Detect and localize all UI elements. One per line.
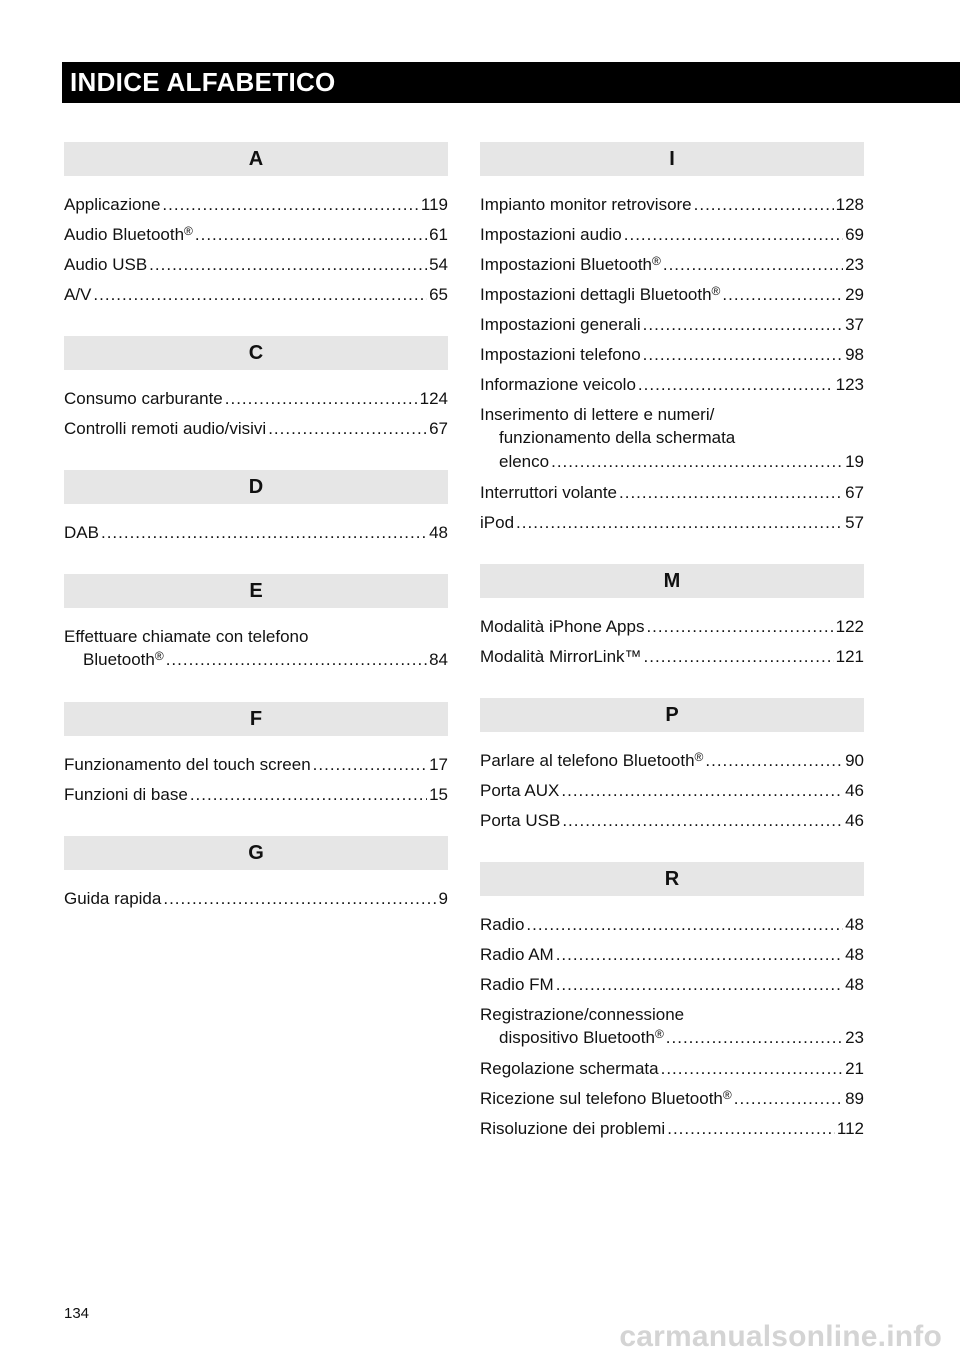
section-letter-heading: M: [480, 564, 864, 598]
entry-term: [480, 750, 703, 772]
index-entry[interactable]: [480, 366, 864, 396]
index-section: [480, 862, 864, 1140]
dot-leader: [619, 482, 843, 504]
index-entry[interactable]: [64, 618, 448, 672]
index-section: [64, 836, 448, 910]
section-letter-heading: C: [64, 336, 448, 370]
dot-leader: [551, 450, 843, 474]
entry-term-text: Radio: [480, 915, 525, 934]
dot-leader: [268, 418, 427, 440]
section-letter-heading: E: [64, 574, 448, 608]
entry-term-line: funzionamento della schermata: [499, 428, 736, 447]
index-entry[interactable]: [480, 742, 864, 772]
entry-page-number: 67: [845, 483, 864, 502]
registered-mark: ®: [711, 284, 721, 298]
entry-page-number: 48: [845, 945, 864, 964]
index-entry[interactable]: [480, 336, 864, 366]
section-letter-heading: G: [64, 836, 448, 870]
entry-term-text: Impostazioni audio: [480, 225, 622, 244]
entry-page-number: 23: [845, 255, 864, 274]
dot-leader: [526, 914, 843, 936]
index-entry[interactable]: [480, 246, 864, 276]
entry-term-line: Registrazione/connessione: [480, 1005, 685, 1024]
entry-term-text: Interruttori volante: [480, 483, 618, 502]
entry-page-number: 19: [845, 452, 864, 471]
index-entry[interactable]: [64, 410, 448, 440]
entry-last-line: [480, 450, 864, 474]
dot-leader: [646, 616, 833, 638]
index-entry[interactable]: [480, 474, 864, 504]
index-entry[interactable]: [480, 306, 864, 336]
entry-page-number: 61: [429, 225, 448, 244]
entry-term: [480, 1118, 665, 1140]
section-letter-heading: F: [64, 702, 448, 736]
section-letter-heading: R: [480, 862, 864, 896]
index-entry[interactable]: [480, 1080, 864, 1110]
entry-term-text: Ricezione sul telefono Bluetooth: [480, 1089, 723, 1108]
entry-page-number: 98: [845, 345, 864, 364]
registered-mark: ®: [654, 1027, 664, 1041]
index-entry[interactable]: [480, 638, 864, 668]
index-entry[interactable]: [480, 186, 864, 216]
dot-leader: [190, 784, 427, 806]
entry-term: [480, 616, 644, 638]
index-entry[interactable]: [480, 276, 864, 306]
entry-term: [480, 646, 642, 668]
dot-leader: [166, 648, 427, 672]
dot-leader: [663, 254, 843, 276]
entry-term-text: Informazione veicolo: [480, 375, 636, 394]
entry-term-text: Porta USB: [480, 811, 561, 830]
entry-page-number: 48: [845, 915, 864, 934]
registered-mark: ®: [184, 224, 193, 238]
entry-page-number: 67: [429, 419, 448, 438]
dot-leader: [734, 1088, 843, 1110]
dot-leader: [638, 374, 834, 396]
index-entry[interactable]: [64, 776, 448, 806]
entry-page-number: 84: [429, 650, 448, 669]
entry-term: [480, 254, 661, 276]
entry-page-number: 57: [845, 513, 864, 532]
index-entry[interactable]: [480, 996, 864, 1050]
index-entry[interactable]: [480, 1050, 864, 1080]
entry-term: [480, 224, 622, 246]
entry-page-number: 124: [419, 389, 448, 408]
dot-leader: [705, 750, 843, 772]
entry-page-number: 37: [845, 315, 864, 334]
entry-page-number: 119: [420, 195, 448, 214]
entry-term: [480, 1058, 659, 1080]
entry-term-text: Audio USB: [64, 255, 148, 274]
dot-leader: [643, 314, 843, 336]
index-entry[interactable]: [64, 746, 448, 776]
entry-page-number: 46: [845, 811, 864, 830]
index-section: [480, 698, 864, 832]
registered-mark: ®: [722, 1088, 732, 1102]
entry-term: [480, 284, 720, 306]
watermark: carmanualsonline.info: [619, 1320, 942, 1353]
entry-page-number: 9: [438, 889, 448, 908]
entry-term-text: dispositivo Bluetooth: [499, 1028, 655, 1047]
dot-leader: [162, 194, 418, 216]
entry-page-number: 29: [845, 285, 864, 304]
entry-term-text: Impostazioni dettagli Bluetooth: [480, 285, 712, 304]
entry-page-number: 54: [429, 255, 448, 274]
index-entry[interactable]: [480, 216, 864, 246]
section-letter-heading: D: [64, 470, 448, 504]
index-column-right: [480, 140, 864, 1140]
entry-page-number: 15: [429, 785, 448, 804]
entry-last-line: [64, 648, 448, 672]
entry-term: [480, 974, 554, 996]
entry-term-text: Modalità MirrorLink™: [480, 647, 642, 666]
entry-term-text: Impostazioni telefono: [480, 345, 641, 364]
index-entry[interactable]: [480, 936, 864, 966]
entry-term: [64, 284, 91, 306]
index-section: [64, 470, 448, 544]
entry-term-text: Funzioni di base: [64, 785, 188, 804]
entry-term: [480, 810, 560, 832]
index-entry[interactable]: [64, 380, 448, 410]
entry-term: [64, 388, 223, 410]
entry-term-text: Radio AM: [480, 945, 554, 964]
entry-page-number: 21: [845, 1059, 864, 1078]
entry-term-text: Applicazione: [64, 195, 161, 214]
dot-leader: [149, 254, 427, 276]
entry-term: [64, 418, 266, 440]
entry-term: [64, 194, 160, 216]
entry-term-text: Impianto monitor retrovisore: [480, 195, 692, 214]
index-section: [480, 142, 864, 534]
dot-leader: [667, 1118, 835, 1140]
entry-page-number: 48: [845, 975, 864, 994]
registered-mark: ®: [652, 254, 661, 268]
dot-leader: [101, 522, 427, 544]
dot-leader: [661, 1058, 843, 1080]
dot-leader: [225, 388, 418, 410]
dot-leader: [556, 974, 843, 996]
entry-term-text: elenco: [499, 452, 550, 471]
dot-leader: [516, 512, 843, 534]
entry-term-text: Porta AUX: [480, 781, 560, 800]
entry-page-number: 89: [845, 1089, 864, 1108]
entry-term: [480, 914, 524, 936]
index-entry[interactable]: [480, 396, 864, 474]
index-entry[interactable]: [64, 880, 448, 910]
index-entry[interactable]: [480, 966, 864, 996]
entry-page-number: 48: [429, 523, 448, 542]
entry-term: [64, 784, 188, 806]
index-entry[interactable]: [480, 608, 864, 638]
section-letter-heading: I: [480, 142, 864, 176]
entry-term-text: Controlli remoti audio/visivi: [64, 419, 267, 438]
dot-leader: [93, 284, 427, 306]
entry-term: [499, 450, 549, 474]
index-section: [64, 574, 448, 672]
entry-term: [480, 194, 692, 216]
entry-term: [480, 780, 559, 802]
section-letter-heading: A: [64, 142, 448, 176]
entry-page-number: 90: [845, 751, 864, 770]
entry-term: [480, 944, 554, 966]
index-entry[interactable]: [480, 802, 864, 832]
entry-last-line: [480, 1026, 864, 1050]
entry-page-number: 112: [836, 1119, 864, 1138]
entry-term-text: Audio Bluetooth: [64, 225, 185, 244]
entry-term: [64, 224, 193, 246]
dot-leader: [666, 1026, 843, 1050]
entry-term: [64, 254, 147, 276]
dot-leader: [722, 284, 843, 306]
entry-term: [64, 888, 161, 910]
entry-page-number: 121: [835, 647, 864, 666]
entry-term-text: Funzionamento del touch screen: [64, 755, 311, 774]
entry-term-text: iPod: [480, 513, 515, 532]
index-section: [480, 564, 864, 668]
dot-leader: [624, 224, 843, 246]
index-entry[interactable]: [64, 246, 448, 276]
entry-term: [480, 512, 514, 534]
index-entry[interactable]: [480, 504, 864, 534]
entry-page-number: 65: [429, 285, 448, 304]
entry-term-text: Parlare al telefono Bluetooth: [480, 751, 695, 770]
index-entry[interactable]: [64, 276, 448, 306]
dot-leader: [643, 344, 843, 366]
dot-leader: [694, 194, 834, 216]
dot-leader: [313, 754, 427, 776]
dot-leader: [195, 224, 427, 246]
entry-term: [480, 344, 641, 366]
entry-term-text: DAB: [64, 523, 99, 542]
entry-term-text: Risoluzione dei problemi: [480, 1119, 666, 1138]
entry-term: [480, 374, 636, 396]
entry-term: [480, 1088, 732, 1110]
entry-term-text: Modalità iPhone Apps: [480, 617, 645, 636]
entry-term-text: Bluetooth: [83, 650, 155, 669]
registered-mark: ®: [154, 649, 164, 663]
section-letter-heading: P: [480, 698, 864, 732]
entry-term-text: Radio FM: [480, 975, 554, 994]
entry-term: [480, 482, 617, 504]
index-entry[interactable]: [64, 186, 448, 216]
page-title: INDICE ALFABETICO: [62, 62, 960, 103]
index-section: [64, 142, 448, 306]
entry-page-number: 69: [845, 225, 864, 244]
entry-term: [480, 314, 641, 336]
index-entry[interactable]: [64, 514, 448, 544]
entry-term-line: Effettuare chiamate con telefono: [64, 627, 309, 646]
registered-mark: ®: [694, 750, 704, 764]
entry-term-line: Inserimento di lettere e numeri/: [480, 405, 715, 424]
entry-term-text: Guida rapida: [64, 889, 162, 908]
entry-term: [64, 754, 311, 776]
index-entry[interactable]: [480, 906, 864, 936]
dot-leader: [644, 646, 834, 668]
entry-page-number: 122: [835, 617, 864, 636]
dot-leader: [562, 810, 843, 832]
index-column-left: [64, 140, 448, 910]
entry-term-text: Impostazioni Bluetooth: [480, 255, 652, 274]
entry-term-text: Consumo carburante: [64, 389, 223, 408]
dot-leader: [556, 944, 843, 966]
entry-page-number: 23: [845, 1028, 864, 1047]
page-number: 134: [64, 1305, 90, 1322]
entry-page-number: 128: [835, 195, 864, 214]
entry-page-number: 123: [835, 375, 864, 394]
index-entry[interactable]: [64, 216, 448, 246]
dot-leader: [561, 780, 843, 802]
entry-term-text: Regolazione schermata: [480, 1059, 659, 1078]
index-entry[interactable]: [480, 1110, 864, 1140]
index-section: [64, 336, 448, 440]
entry-term: [499, 1026, 664, 1050]
entry-term-text: A/V: [64, 285, 92, 304]
entry-page-number: 17: [429, 755, 448, 774]
dot-leader: [163, 888, 436, 910]
entry-term-text: Impostazioni generali: [480, 315, 641, 334]
entry-term: [64, 522, 99, 544]
index-entry[interactable]: [480, 772, 864, 802]
index-section: [64, 702, 448, 806]
entry-term: [83, 648, 164, 672]
entry-page-number: 46: [845, 781, 864, 800]
